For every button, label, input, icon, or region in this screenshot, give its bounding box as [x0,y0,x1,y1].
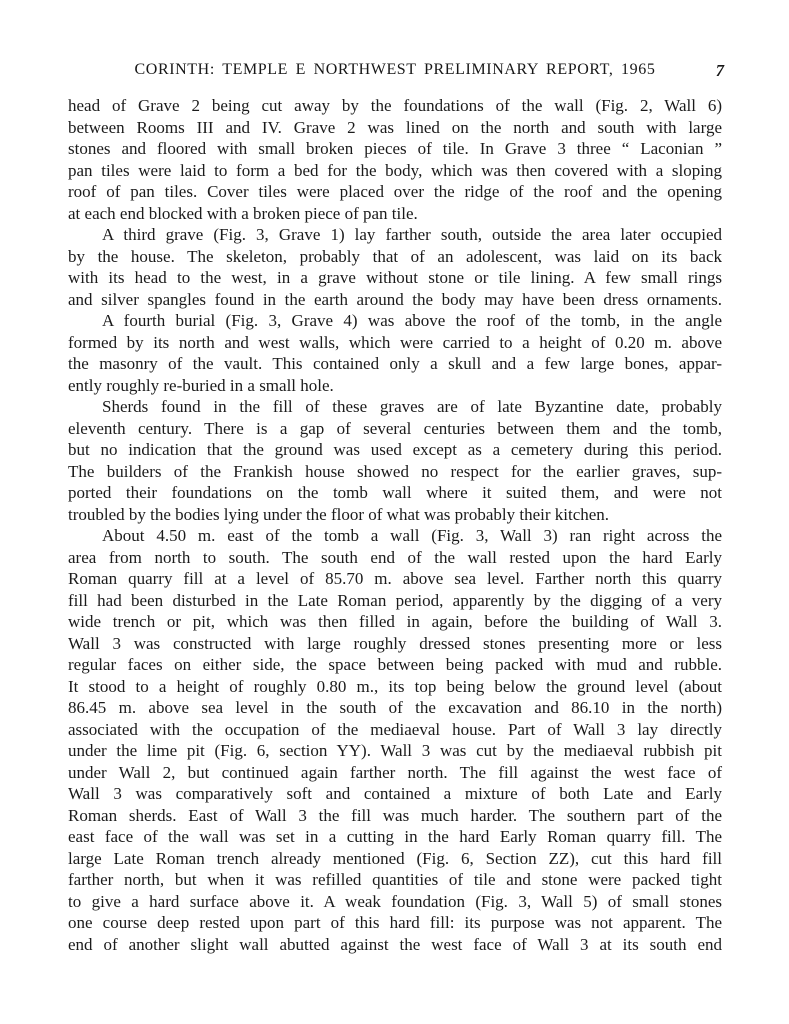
text-line: fill had been disturbed in the Late Roman period, apparently by the digging of a very [68,590,722,610]
text-line: under the lime pit (Fig. 6, section YY). Wall 3 was cut by the mediaeval rubbish pit [68,741,722,760]
paragraph [68,224,722,310]
text-line: troubled by the bodies lying under the floor of what was probably their kitchen. [68,504,610,524]
page-header [68,61,722,83]
text-line: formed by its north and west walls, which were carried to a height of 0.20 m. above [68,332,722,352]
paragraph [68,525,722,955]
text-line: Wall 3 was comparatively soft and contained a mixture of both Late and Early [68,784,722,803]
text-line: associated with the occupation of the mediaeval house. Part of Wall 3 lay directly [68,719,722,739]
text-line: The builders of the Frankish house showed no respect for the earlier graves, sup- [68,461,722,481]
text-line: with its head to the west, in a grave without stone or tile lining. A few small rings [68,268,722,287]
text-line: to give a hard surface above it. A weak foundation (Fig. 3, Wall 5) of small stones [68,891,722,911]
paragraph [68,310,722,396]
text-line: under Wall 2, but continued again farther north. The fill against the west face of [68,762,722,782]
text-line: ported their foundations on the tomb wall where it suited them, and were not [68,483,722,502]
text-line: pan tiles were laid to form a bed for the body, which was then covered with a sloping [68,160,722,180]
text-line: but no indication that the ground was used except as a cemetery during this period. [68,440,722,459]
text-line: farther north, but when it was refilled quantities of tile and stone were packed tight [68,870,722,889]
text-line: It stood to a height of roughly 0.80 m., its top being below the ground level (about [68,676,722,696]
text-line: east face of the wall was set in a cutting in the hard Early Roman quarry fill. The [68,827,722,846]
text-line: wide trench or pit, which was then filled in again, before the building of Wall 3. [68,612,722,631]
text-line: stones and floored with small broken pieces of tile. In Grave 3 three “ Laconian ” [68,139,722,158]
text-line: Roman sherds. East of Wall 3 the fill was much harder. The southern part of the [68,805,722,825]
text-line: ently roughly re-buried in a small hole. [68,375,334,395]
text-line: area from north to south. The south end of the wall rested upon the hard Early [68,547,722,567]
page-number: 7 [715,61,724,80]
text-line: and silver spangles found in the earth around the body may have been dress ornaments. [68,289,722,309]
text-line: the masonry of the vault. This contained only a skull and a few large bones, appar- [68,354,722,373]
page-body [68,95,722,955]
text-line: one course deep rested upon part of this hard fill: its purpose was not apparent. The [68,913,722,932]
text-line: A fourth burial (Fig. 3, Grave 4) was above the roof of the tomb, in the angle [102,311,722,330]
text-line: About 4.50 m. east of the tomb a wall (Fig. 3, Wall 3) ran right across the [102,526,722,545]
text-line: head of Grave 2 being cut away by the foundations of the wall (Fig. 2, Wall 6) [68,96,722,115]
text-line: end of another slight wall abutted against the west face of Wall 3 at its south end [68,934,722,954]
running-head-title: CORINTH: TEMPLE E NORTHWEST PRELIMINARY REPORT, 1965 [134,61,656,78]
text-line: Roman quarry fill at a level of 85.70 m. above sea level. Farther north this quarry [68,569,722,588]
text-line: roof of pan tiles. Cover tiles were placed over the ridge of the roof and the opening [68,182,722,201]
text-line: at each end blocked with a broken piece of pan tile. [68,203,418,223]
text-line: A third grave (Fig. 3, Grave 1) lay farther south, outside the area later occupied [102,225,722,244]
text-line: by the house. The skeleton, probably that of an adolescent, was laid on its back [68,246,722,266]
paragraph [68,396,722,525]
text-line: Sherds found in the fill of these graves are of late Byzantine date, probably [102,397,722,416]
paragraph [68,95,722,224]
text-line: regular faces on either side, the space between being packed with mud and rubble. [68,655,722,674]
text-line: between Rooms III and IV. Grave 2 was lined on the north and south with large [68,117,722,137]
text-line: large Late Roman trench already mentioned (Fig. 6, Section ZZ), cut this hard fill [68,848,722,868]
text-line: eleventh century. There is a gap of several centuries between them and the tomb, [68,418,722,438]
text-line: 86.45 m. above sea level in the south of the excavation and 86.10 in the north) [68,698,722,717]
text-line: Wall 3 was constructed with large roughly dressed stones presenting more or less [68,633,722,653]
